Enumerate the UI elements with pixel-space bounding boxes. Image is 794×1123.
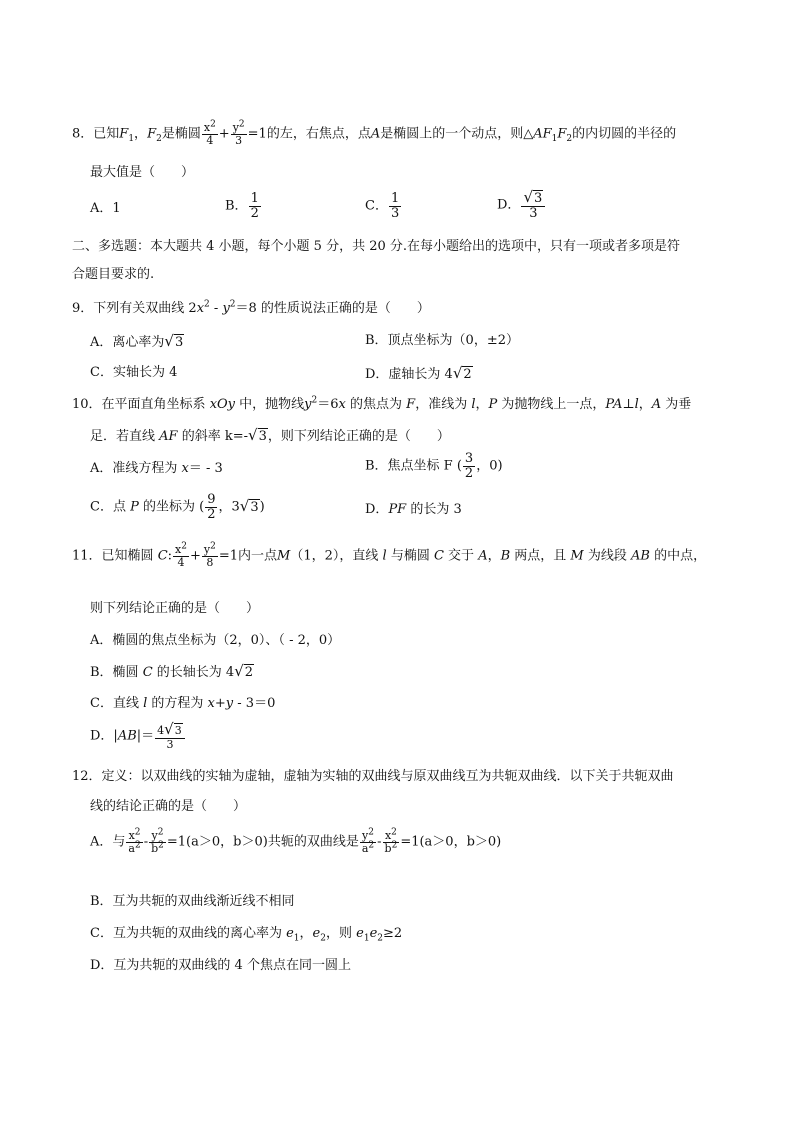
- sqrt: √3: [164, 720, 182, 738]
- fraction: $\frac{4√3}{3}$: [155, 722, 185, 750]
- q9-option-c: C．实轴长为 4: [90, 365, 178, 380]
- q11-option-d: D．|AB|＝ $\frac{4√3}{3}$: [90, 722, 186, 750]
- q12-option-a: A．与 $\frac{x^2}{a^2}$ - $\frac{y^2}{b^2}$ =1(a＞0，b＞0)共轭的双曲线是 $\frac{y^2}{a^2}$ - $\frac{x^2}{b^2}$ =1(a＞0，b＞0): [90, 827, 502, 855]
- fraction: $\frac{y^2}{b^2}$: [151, 827, 164, 855]
- fraction: $\frac{x^2}{a^2}$: [128, 827, 141, 855]
- fraction: $\frac{1}{3}$: [390, 191, 400, 221]
- q11-stem: 11．已知椭圆 C: $\frac{x^2}{4}$ + $\frac{y^2}{8}$ =1内一点M（1，2），直线 l 与椭圆 C 交于 A，B 两点，且 M 为线段 AB 的中点，: [72, 541, 707, 569]
- fraction: $\frac{x^2}{4}$: [203, 119, 216, 147]
- q8-option-c: C． $\frac{1}{3}$: [365, 191, 400, 221]
- q10-option-a: A．准线方程为 x＝ - 3: [90, 461, 223, 476]
- q12-option-d: D．互为共轭的双曲线的 4 个焦点在同一圆上: [90, 958, 351, 973]
- q10-option-c: C．点 P 的坐标为 ( $\frac{9}{2}$ ，3√3): [90, 492, 265, 522]
- fraction: $\frac{√3}{3}$: [521, 190, 545, 220]
- q8-stem-cont: 最大值是（ ）: [90, 165, 195, 180]
- sqrt: √3: [164, 332, 184, 350]
- section-heading-cont: 合题目要求的.: [72, 267, 155, 282]
- q11-option-c: C．直线 l 的方程为 x+y - 3＝0: [90, 696, 276, 711]
- fraction: $\frac{3}{2}$: [464, 451, 474, 481]
- sqrt: √2: [452, 364, 472, 382]
- sqrt: √3: [523, 188, 543, 206]
- q8-stem: 8．已知$F_1$，$F_2$是椭圆 $\frac{x^2}{4}$ + $\frac{y^2}{3}$ =1的左，右焦点，点A是椭圆上的一个动点，则$\triangle AF_1F_2$的内切圆的半径的: [72, 119, 677, 147]
- section-heading: 二、多选题：本大题共 4 小题，每个小题 5 分，共 20 分.在每小题给出的选项中，只有一项或者多项是符: [72, 239, 681, 254]
- sqrt: √3: [239, 496, 259, 515]
- q11-stem-cont: 则下列结论正确的是（ ）: [90, 601, 260, 616]
- q9-option-b: B．顶点坐标为（0，±2）: [365, 333, 519, 348]
- fraction: $\frac{x^2}{4}$: [175, 541, 187, 569]
- fraction: $\frac{x^2}{b^2}$: [384, 827, 398, 855]
- sqrt: √2: [234, 662, 254, 680]
- q8-option-b: B． $\frac{1}{2}$: [225, 191, 259, 221]
- q11-option-b: B．椭圆 C 的长轴长为 4√2: [90, 662, 254, 680]
- q9-option-a: A．离心率为√3: [90, 332, 184, 350]
- q11-option-a: A．椭圆的焦点坐标为（2，0）、（ - 2，0）: [90, 633, 341, 648]
- q8-option-d: D． $\frac{√3}{3}$: [497, 190, 546, 220]
- q10-option-d: D．PF 的长为 3: [365, 502, 462, 517]
- q9-option-d: D．虚轴长为 4√2: [365, 364, 472, 382]
- fraction: $\frac{1}{2}$: [250, 191, 259, 221]
- q10-stem: 10．在平面直角坐标系 xOy 中，抛物线$y^2=6x$ 的焦点为 F，准线为 l，P 为抛物线上一点，PA⊥l，A 为垂: [72, 395, 692, 412]
- q8-number: 8．已知: [72, 126, 120, 142]
- sqrt: √3: [248, 426, 267, 444]
- q12-stem: 12．定义：以双曲线的实轴为虚轴，虚轴为实轴的双曲线与原双曲线互为共轭双曲线．以下关于共轭双曲: [72, 769, 674, 784]
- q9-stem: 9．下列有关双曲线 $2x^2 - y^2=8$ 的性质说法正确的是（ ）: [72, 299, 430, 316]
- fraction: $\frac{y^2}{3}$: [232, 119, 245, 147]
- q10-option-b: B．焦点坐标 F ( $\frac{3}{2}$ ，0): [365, 451, 503, 481]
- q8-option-a: A．1: [90, 201, 121, 216]
- q12-option-b: B．互为共轭的双曲线渐近线不相同: [90, 894, 295, 909]
- fraction: $\frac{y^2}{a^2}$: [361, 827, 375, 855]
- q12-option-c: C．互为共轭的双曲线的离心率为 $e_1$，$e_2$，则 $e_1e_2\ge 2$: [90, 926, 403, 944]
- fraction: $\frac{9}{2}$: [207, 492, 216, 522]
- q10-stem-cont: 足．若直线 AF 的斜率 k=-√3，则下列结论正确的是（ ）: [90, 426, 450, 444]
- q12-stem-cont: 线的结论正确的是（ ）: [90, 799, 247, 814]
- fraction: $\frac{y^2}{8}$: [203, 541, 216, 569]
